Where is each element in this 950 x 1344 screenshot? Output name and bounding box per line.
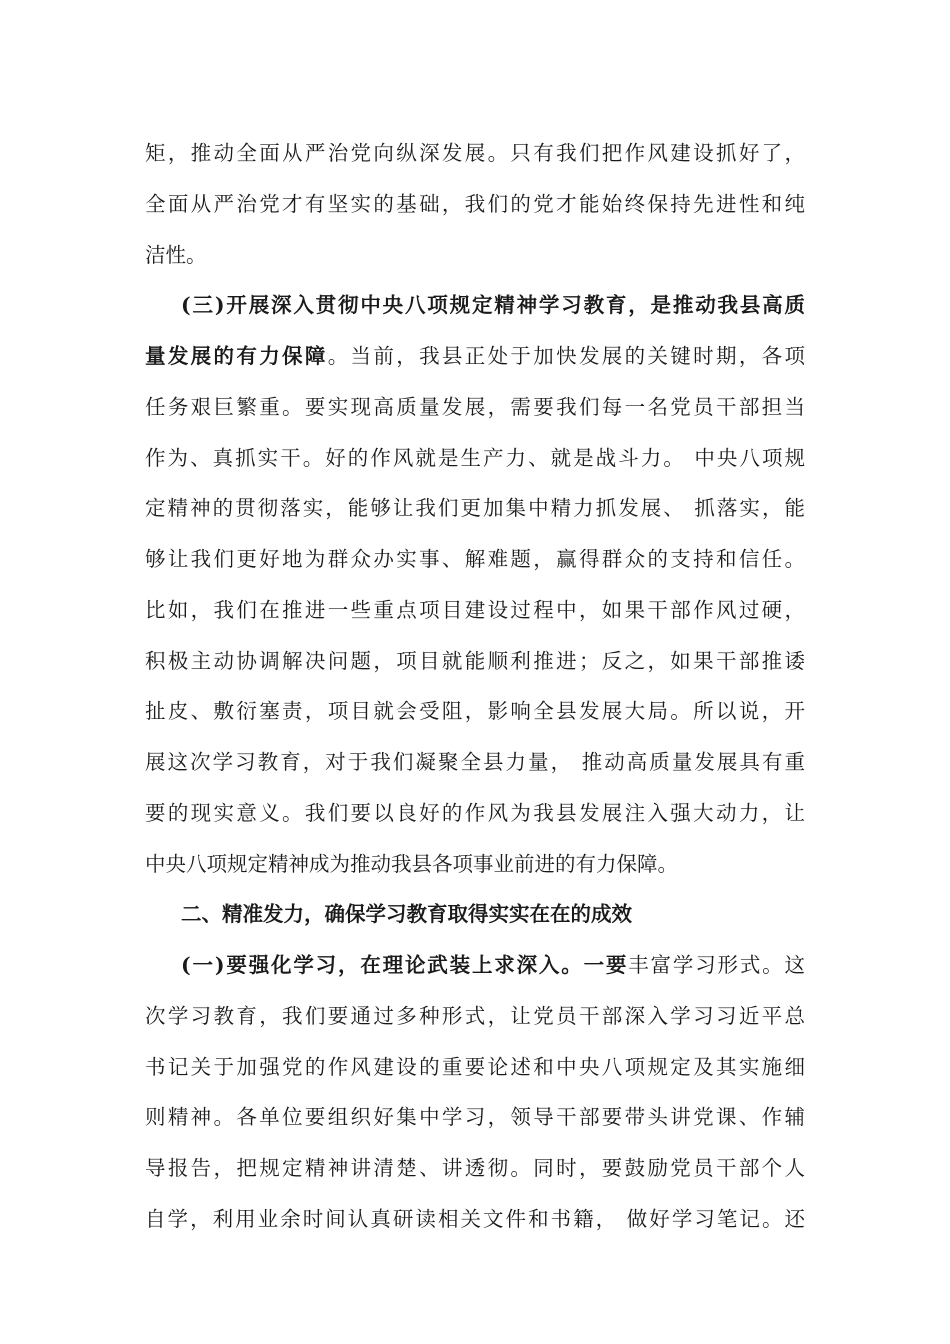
paragraph-text: 丰富学习形式。这 xyxy=(628,953,805,977)
paragraph-line: 自学，利用业余时间认真研读相关文件和书籍， 做好学习笔记。还 xyxy=(145,1206,805,1231)
document-page xyxy=(145,128,805,1245)
paragraph-line: 矩，推动全面从严治党向纵深发展。只有我们把作风建设抓好了， xyxy=(145,141,805,165)
paragraph-line: 积极主动协调解决问题，项目就能顺利推进；反之，如果干部推诿 xyxy=(145,648,805,673)
paragraph-line: 次学习教育，我们要通过多种形式，让党员干部深入学习习近平总 xyxy=(145,1003,805,1028)
section-heading-3: (三)开展深入贯彻中央八项规定精神学习教育，是推动我县高质 xyxy=(181,293,805,318)
paragraph-line: 书记关于加强党的作风建设的重要论述和中央八项规定及其实施细 xyxy=(145,1054,805,1079)
paragraph-line: 任务艰巨繁重。要实现高质量发展，需要我们每一名党员干部担当 xyxy=(145,394,805,419)
paragraph-line: 比如，我们在推进一些重点项目建设过程中，如果干部作风过硬， xyxy=(145,597,805,622)
paragraph-text: 。当前，我县正处于加快发展的关键时期，各项 xyxy=(327,344,805,368)
paragraph-line: 洁性。 xyxy=(145,242,207,267)
section-heading-1: (一)要强化学习，在理论武装上求深入。一要 xyxy=(181,953,629,977)
paragraph-line xyxy=(145,331,805,382)
paragraph-line: 扯皮、敷衍塞责，项目就会受阻，影响全县发展大局。所以说，开 xyxy=(145,699,805,724)
paragraph-line: 作为、真抓实干。好的作风就是生产力、就是战斗力。 中央八项规 xyxy=(145,445,805,470)
paragraph-line: 全面从严治党才有坚实的基础，我们的党才能始终保持先进性和纯 xyxy=(145,191,805,216)
paragraph-line: 中央八项规定精神成为推动我县各项事业前进的有力保障。 xyxy=(145,851,678,876)
paragraph-line: 导报告，把规定精神讲清楚、讲透彻。同时，要鼓励党员干部个人 xyxy=(145,1156,805,1180)
paragraph-line: 够让我们更好地为群众办实事、解难题，赢得群众的支持和信任。 xyxy=(145,547,805,571)
paragraph-line: 则精神。各单位要组织好集中学习，领导干部要带头讲党课、作辅 xyxy=(145,1105,805,1130)
paragraph-line: 展这次学习教育，对于我们凝聚全县力量， 推动高质量发展具有重 xyxy=(145,750,805,774)
paragraph-line xyxy=(145,940,805,991)
paragraph-line: 定精神的贯彻落实，能够让我们更加集中精力抓发展、 抓落实，能 xyxy=(145,496,805,521)
paragraph-line: 要的现实意义。我们要以良好的作风为我县发展注入强大动力，让 xyxy=(145,800,805,825)
section-heading-3-continued: 量发展的有力保障 xyxy=(145,344,328,368)
section-heading-2: 二、精准发力，确保学习教育取得实实在在的成效 xyxy=(181,902,632,927)
